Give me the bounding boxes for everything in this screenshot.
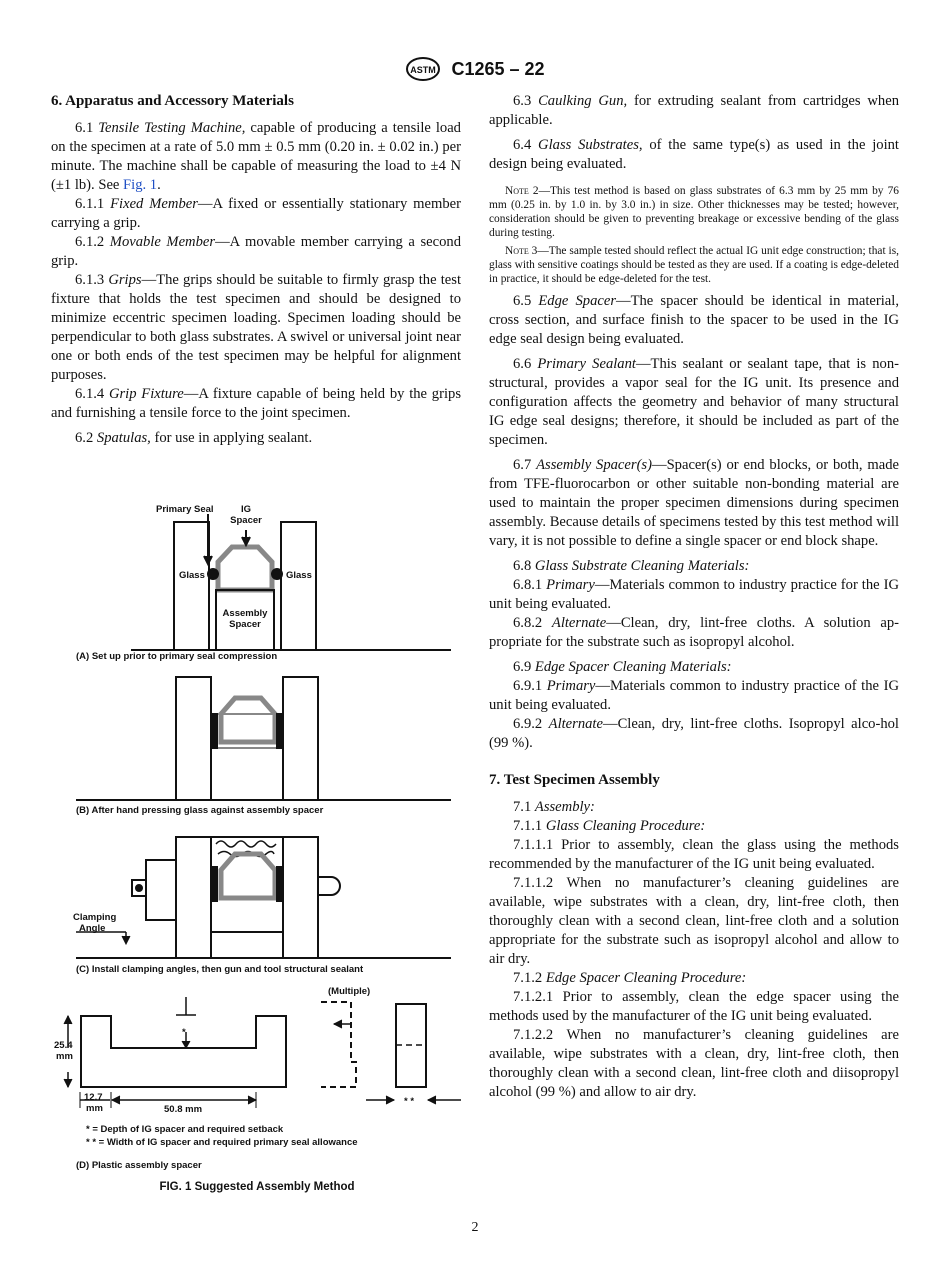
panel-c xyxy=(76,837,451,958)
label-glass-left: Glass xyxy=(179,570,205,581)
figure-1-drawing xyxy=(46,492,466,1197)
astm-logo-icon xyxy=(405,56,441,82)
dim-50-8: 50.8 mm xyxy=(164,1104,203,1115)
glass-right-c xyxy=(283,837,318,958)
left-column xyxy=(51,92,461,448)
dim-12-7: 12.7 xyxy=(84,1092,103,1103)
section-7-title: 7. Test Specimen Assembly xyxy=(489,772,660,788)
dim-12-7-unit: mm xyxy=(86,1103,103,1114)
primary-seal-right-b xyxy=(277,714,283,748)
para-6-8-1: 6.8.1 Primary—Materials common to industry practice for the IG unit being evaluated. xyxy=(489,577,899,612)
note-2: Note 2—This test method is based on glass substrates of 6.3 mm by 25 mm by 76 mm (0.25 in. by 1.0 in. by 3.0 in.) in size. Other thicknesses may be tested; however, consideration should be given to preventing breakage or excessive bending of the glass during testing. xyxy=(489,185,899,239)
glass-left-b xyxy=(176,677,211,800)
para-6-8-2: 6.8.2 Alternate—Clean, dry, lint-free cloths. A solution ap-propriate for the substrate such as isopropyl alcohol. xyxy=(489,615,899,650)
para-6-6: 6.6 Primary Sealant—This sealant or sealant tape, that is non-structural, provides a vapor seal for the IG unit. Its presence and configuration affects the geometry and behavior of many structural IG edge seal designs; therefore, it should be included as part of the specimen. xyxy=(489,356,899,448)
para-6-1-4: 6.1.4 Grip Fixture—A fixture capable of being held by the grips and furnishing a tensile force to the joint specimen. xyxy=(51,386,461,421)
para-6-4: 6.4 Glass Substrates, of the same type(s) as used in the joint design being evaluated. xyxy=(489,137,899,172)
clamp-right-c xyxy=(318,877,340,895)
ig-spacer-b xyxy=(221,698,275,742)
para-7-1-1-1: 7.1.1.1 Prior to assembly, clean the glass using the methods recommended by the manufacturer of the IG unit being evaluated. xyxy=(489,837,899,872)
para-7-1: 7.1 Assembly: xyxy=(513,799,595,815)
glass-left-a xyxy=(174,522,209,650)
caption-c: (C) Install clamping angles, then gun and tool structural sealant xyxy=(76,964,364,975)
legend-double-star: * * = Width of IG spacer and required primary seal allowance xyxy=(86,1137,358,1148)
primary-seal-right-a xyxy=(272,569,282,579)
para-6-1-1: 6.1.1 Fixed Member—A fixed or essentially stationary member carrying a grip. xyxy=(51,196,461,231)
mark-star: * xyxy=(182,1027,186,1038)
label-spacer: Spacer xyxy=(230,515,262,526)
para-6-9: 6.9 Edge Spacer Cleaning Materials: xyxy=(513,659,732,675)
dim-25-4-unit: mm xyxy=(56,1051,73,1062)
clamp-left-c xyxy=(146,860,176,920)
para-7-1-2: 7.1.2 Edge Spacer Cleaning Procedure: xyxy=(513,970,747,986)
para-6-1-3: 6.1.3 Grips—The grips should be suitable to firmly grasp the test fixture that holds the test specimen and should be designed to minimize eccentric specimen loading. Specimen loading should be perpendicular to both glass substrates. A swivel or universal joint near one or both ends of the test specimen may be helpful for alignment purposes. xyxy=(51,272,461,383)
figure-title: FIG. 1 Suggested Assembly Method xyxy=(159,1181,355,1193)
label-assembly: Assembly xyxy=(222,608,268,619)
primary-seal-left-a xyxy=(208,569,218,579)
para-6-5: 6.5 Edge Spacer—The spacer should be identical in material, cross section, and surface finish to the spacer to be used in the IG edge seal design being evaluated. xyxy=(489,293,899,347)
panel-a xyxy=(131,514,451,650)
para-6-3: 6.3 Caulking Gun, for extruding sealant from cartridges when applicable. xyxy=(489,93,899,128)
fig1-link[interactable]: Fig. 1 xyxy=(123,177,158,193)
para-7-1-2-1: 7.1.2.1 Prior to assembly, clean the edge spacer using the methods used by the manufacturer of the IG unit being evaluated. xyxy=(489,989,899,1024)
section-6-title: 6. Apparatus and Accessory Materials xyxy=(51,93,294,109)
page-number: 2 xyxy=(471,1220,479,1235)
para-7-1-2-2: 7.1.2.2 When no manufacturer’s cleaning guidelines are available, wipe substrates with a clean, dry, lint-free cloth, then thoroughly clean with a second clean, lint-free cloth and diisopropyl alcohol (99 %) and allow to air dry. xyxy=(489,1027,899,1100)
para-7-1-1-2: 7.1.1.2 When no manufacturer’s cleaning guidelines are available, wipe substrates with a clean, dry, lint-free cloth, then thoroughly clean with a second clean, lint-free cloth and a solution appropriate for the substrate such as isopropyl alcohol and allow to air dry. xyxy=(489,875,899,967)
label-glass-right: Glass xyxy=(286,570,312,581)
astm-logo-text: ASTM xyxy=(410,65,437,75)
note-3: Note 3—The sample tested should reflect the actual IG unit edge construction; that is, glass with sensitive coatings should be tested as they are used. If a coating is edge-deleted in practice, it should be edge-deleted for the test. xyxy=(489,245,899,285)
mark-double-star: * * xyxy=(404,1096,415,1107)
caption-a: (A) Set up prior to primary seal compression xyxy=(76,651,278,662)
para-6-1: 6.1 Tensile Testing Machine, capable of producing a tensile load on the specimen at a rate of 5.0 mm ± 0.5 mm (0.20 in. ± 0.02 in.) per minute. The machine shall be capable of measuring the load to ±4 N (±1 lb). See Fig. 1. xyxy=(51,120,461,193)
dim-25-4: 25.4 xyxy=(54,1040,73,1051)
caption-b: (B) After hand pressing glass against assembly spacer xyxy=(76,805,324,816)
page-header xyxy=(0,56,950,82)
para-6-9-1: 6.9.1 Primary—Materials common to industry practice of the IG unit being evaluated. xyxy=(489,678,899,713)
panel-b xyxy=(76,677,451,800)
standard-code: C1265 – 22 xyxy=(451,58,545,79)
ig-spacer-a xyxy=(218,547,272,590)
para-6-7: 6.7 Assembly Spacer(s)—Spacer(s) or end blocks, or both, made from TFE-fluorocarbon or other suitable non-bonding material are used to maintain the proper specimen dimensions during specimen assembly. Because details of specimens tested by this test method will vary, it is not possible to define a single spacer or end block shape. xyxy=(489,457,899,549)
para-7-1-1: 7.1.1 Glass Cleaning Procedure: xyxy=(513,818,706,834)
panel-d xyxy=(64,997,461,1108)
ig-spacer-c xyxy=(221,854,275,898)
para-6-1-2: 6.1.2 Movable Member—A movable member carrying a second grip. xyxy=(51,234,461,269)
glass-right-b xyxy=(283,677,318,800)
label-multiple: (Multiple) xyxy=(328,986,371,997)
para-6-9-2: 6.9.2 Alternate—Clean, dry, lint-free cloths. Isopropyl alco-hol (99 %). xyxy=(489,716,899,751)
legend-star: * = Depth of IG spacer and required setback xyxy=(86,1124,284,1135)
label-assembly-spacer: Spacer xyxy=(229,619,261,630)
glass-right-a xyxy=(281,522,316,650)
primary-seal-left-b xyxy=(211,714,217,748)
label-clamping: Clamping xyxy=(73,912,117,923)
glass-left-c xyxy=(176,837,211,958)
label-ig: IG xyxy=(240,504,252,515)
label-primary-seal: Primary Seal xyxy=(156,504,214,515)
para-6-8: 6.8 Glass Substrate Cleaning Materials: xyxy=(513,558,750,574)
para-6-2: 6.2 Spatulas, for use in applying sealant. xyxy=(75,430,313,446)
caption-d: (D) Plastic assembly spacer xyxy=(76,1160,202,1171)
figure-1 xyxy=(46,492,466,1197)
right-column xyxy=(489,92,899,1102)
label-angle: Angle xyxy=(79,923,106,934)
